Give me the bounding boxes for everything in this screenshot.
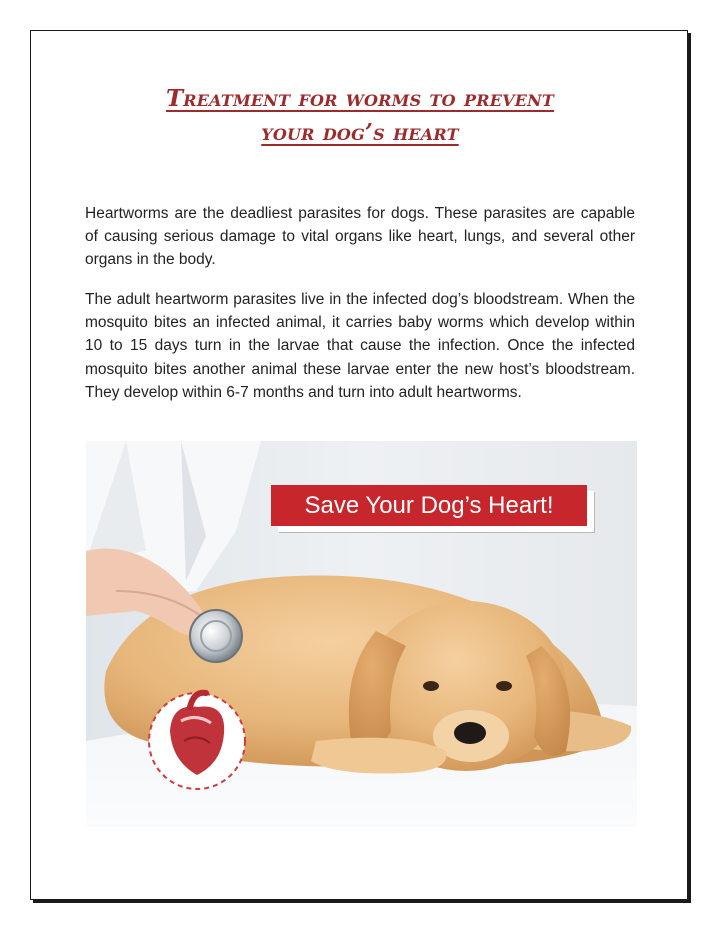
title-line-1: Treatment for worms to prevent <box>165 85 555 112</box>
title-line-2: your dog’s heart <box>261 119 459 146</box>
paragraph-lifecycle: The adult heartworm parasites live in the infected dog’s bloodstream. When the mosquito bites an infected animal, it carries baby worms which develop within 10 to 15 days turn in the larvae that cause the infection. Once the infected mosquito bites another animal these larvae enter the new host’s bloodstream. They develop within 6-7 months and turn into adult heartworms. <box>85 291 635 401</box>
page-title <box>30 82 690 150</box>
paragraph-intro: Heartworms are the deadliest parasites for dogs. These parasites are capable of causing serious damage to vital organs like heart, lungs, and several other organs in the body. <box>85 205 635 269</box>
save-your-dogs-heart-banner: Save Your Dog’s Heart! <box>271 485 587 526</box>
